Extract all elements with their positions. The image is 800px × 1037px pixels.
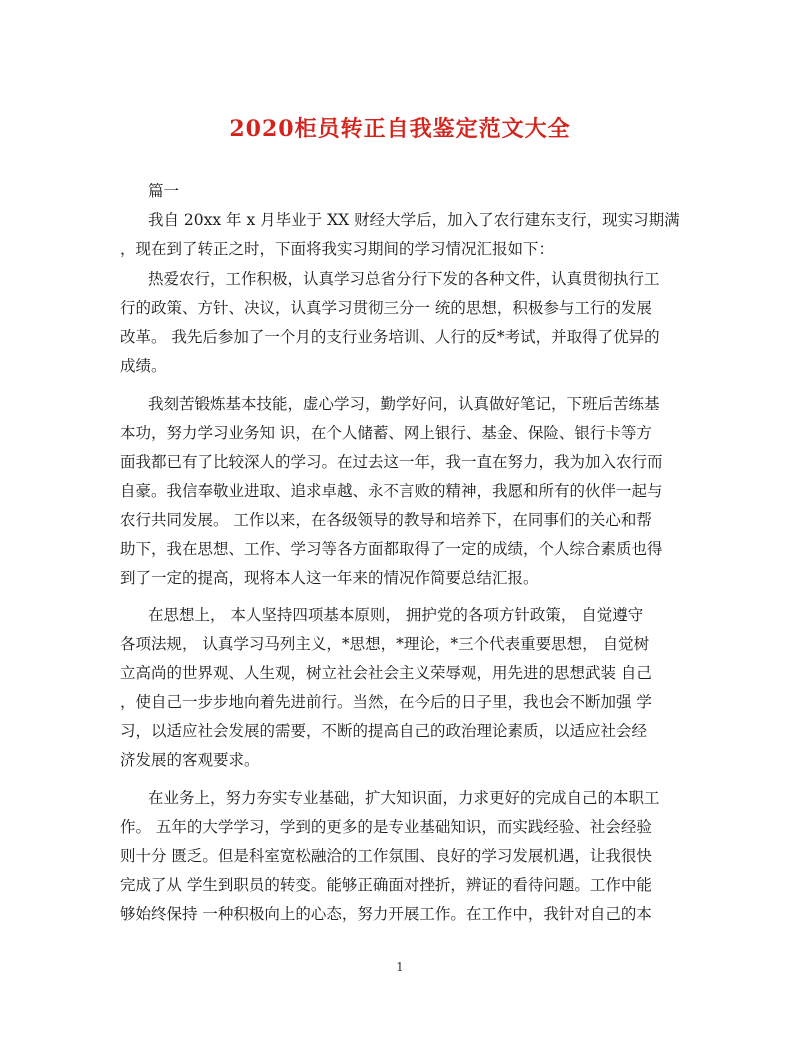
text-line: 篇一 <box>148 182 180 200</box>
text-line: 各项法规， 认真学习马列主义，*思想，*理论，*三个代表重要思想， 自觉树 <box>120 635 650 653</box>
text-line: 在业务上，努力夯实专业基础，扩大知识面，力求更好的完成自己的本职工 <box>148 789 660 807</box>
page-number: 1 <box>396 960 404 974</box>
text-line: 本功，努力学习业务知 识，在个人储蓄、网上银行、基金、保险、银行卡等方 <box>120 424 652 442</box>
text-line: 我刻苦锻炼基本技能，虚心学习，勤学好问，认真做好笔记，下班后苦练基 <box>148 395 660 413</box>
text-line: ，使自己一步步地向着先进前行。当然，在今后的日子里，我也会不断加强 学 <box>120 693 652 711</box>
text-line: 在思想上， 本人坚持四项基本原则， 拥护党的各项方针政策， 自觉遵守 <box>148 606 644 624</box>
text-line: 助下，我在思想、工作、学习等各方面都取得了一定的成绩，个人综合素质也得 <box>120 540 663 558</box>
text-line: 农行共同发展。 工作以来，在各级领导的教导和培养下，在同事们的关心和帮 <box>120 511 652 529</box>
text-line: 习，以适应社会发展的需要，不断的提高自己的政治理论素质，以适应社会经 <box>120 722 648 740</box>
text-line: 够始终保持 一种积极向上的心态，努力开展工作。在工作中，我针对自己的本 <box>120 905 652 923</box>
text-line: 作。 五年的大学学习，学到的更多的是专业基础知识，而实践经验、社会经验 <box>120 818 652 836</box>
text-line: 完成了从 学生到职员的转变。能够正确面对挫折，辨证的看待问题。工作中能 <box>120 876 652 894</box>
document-title: 2020柜员转正自我鉴定范文大全 <box>229 116 571 142</box>
text-line: 成绩。 <box>120 357 167 375</box>
text-line: 自豪。我信奉敬业进取、追求卓越、永不言败的精神，我愿和所有的伙伴一起与 <box>120 482 663 500</box>
text-line: 热爱农行，工作积极，认真学习总省分行下发的各种文件，认真贯彻执行工 <box>148 270 660 288</box>
text-line: 改革。 我先后参加了一个月的支行业务培训、人行的反*考试，并取得了优异的 <box>120 328 660 346</box>
text-line: 我自 20xx 年 x 月毕业于 XX 财经大学后，加入了农行建东支行，现实习期满 <box>148 211 680 229</box>
text-line: 立高尚的世界观、人生观，树立社会社会主义荣辱观，用先进的思想武装 自己 <box>120 664 652 682</box>
text-line: 则十分 匮乏。但是科室宽松融洽的工作氛围、良好的学习发展机遇，让我很快 <box>120 847 652 865</box>
text-line: ，现在到了转正之时，下面将我实习期间的学习情况汇报如下： <box>120 240 555 258</box>
text-line: 面我都已有了比较深人的学习。在过去这一年，我一直在努力，我为加入农行而 <box>120 453 663 471</box>
text-line: 到了一定的提高，现将本人这一年来的情况作简要总结汇报。 <box>120 569 539 587</box>
text-line: 行的政策、方针、决议，认真学习贯彻三分一 统的思想，积极参与工行的发展 <box>120 299 652 317</box>
text-line: 济发展的客观要求。 <box>120 751 260 769</box>
